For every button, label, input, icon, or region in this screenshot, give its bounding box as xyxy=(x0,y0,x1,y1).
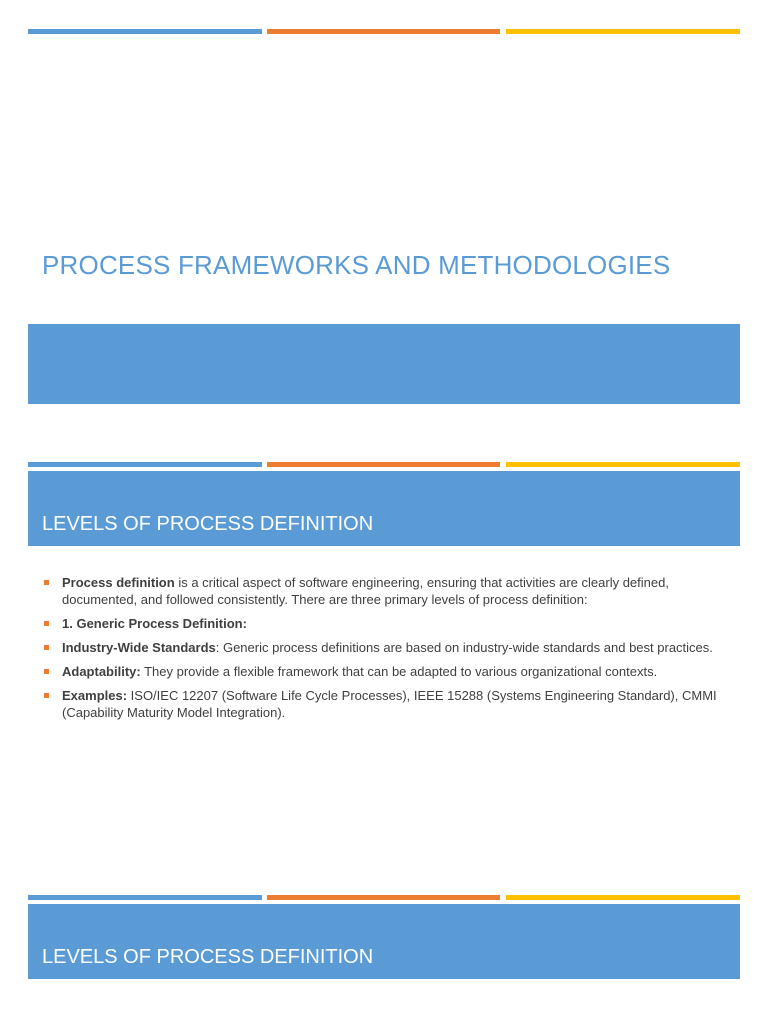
slide3-stripe-blue xyxy=(28,895,262,900)
slide1-blue-band xyxy=(28,324,740,404)
bullet-item xyxy=(44,574,724,608)
slide2-title: LEVELS OF PROCESS DEFINITION xyxy=(42,513,374,535)
slide2-stripe-yellow xyxy=(506,462,740,467)
slide2-stripe-orange xyxy=(267,462,500,467)
square-bullet-icon xyxy=(44,645,49,650)
bullet-item xyxy=(44,687,724,721)
bullet-bold: Industry-Wide Standards xyxy=(62,640,216,655)
square-bullet-icon xyxy=(44,621,49,626)
bullet-item xyxy=(44,615,724,632)
slide1-stripe-yellow xyxy=(506,29,740,34)
bullet-bold: Adaptability: xyxy=(62,664,141,679)
slide2-stripe-blue xyxy=(28,462,262,467)
square-bullet-icon xyxy=(44,580,49,585)
slide1-title: PROCESS FRAMEWORKS AND METHODOLOGIES xyxy=(42,250,671,280)
slide1-stripe-blue xyxy=(28,29,262,34)
bullet-bold: Examples: xyxy=(62,688,128,703)
slide3-title: LEVELS OF PROCESS DEFINITION xyxy=(42,946,374,968)
square-bullet-icon xyxy=(44,669,49,674)
bullet-bold: 1. Generic Process Definition: xyxy=(62,616,247,631)
slide1-stripe-orange xyxy=(267,29,500,34)
bullet-item xyxy=(44,639,724,656)
slide3-stripe-orange xyxy=(267,895,500,900)
bullet-item xyxy=(44,663,724,680)
bullet-text: ISO/IEC 12207 (Software Life Cycle Processes), IEEE 15288 (Systems Engineering Standard), CMMI (Capability Maturity Model Integration). xyxy=(62,688,717,720)
slide2-bullet-list xyxy=(44,574,724,728)
slide3-stripe-yellow xyxy=(506,895,740,900)
bullet-text: : Generic process definitions are based on industry-wide standards and best practices. xyxy=(215,640,713,655)
square-bullet-icon xyxy=(44,693,49,698)
bullet-text: is a critical aspect of software engineering, ensuring that activities are clearly defined, documented, and followed consistently. There are three primary levels of process definition: xyxy=(62,575,669,607)
bullet-text: They provide a flexible framework that can be adapted to various organizational contexts. xyxy=(140,664,658,679)
bullet-bold: Process definition xyxy=(62,575,175,590)
